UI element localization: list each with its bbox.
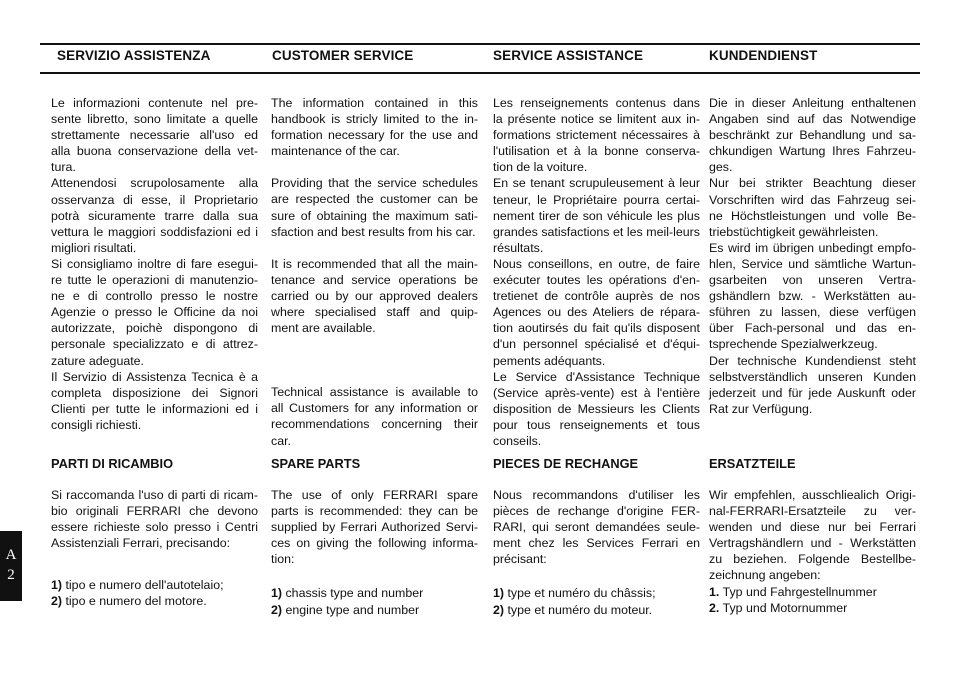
list-item: 1. Typ und Fahrgestellnummer	[709, 584, 877, 599]
list-item: 1) chassis type and number	[271, 586, 424, 601]
header-fr: SERVICE ASSISTANCE	[493, 48, 644, 63]
header-en: CUSTOMER SERVICE	[272, 48, 414, 63]
parts-column-fr	[493, 487, 700, 618]
paragraph: The use of only FERRARI spare parts is recommended: they can be supplied by Ferrari Authorized Servi-ces on giving the following informa-tion:	[271, 488, 478, 567]
parts-column-it	[51, 487, 258, 610]
paragraph: Les renseignements contenus dans la présente notice se limitent aux in-formations strictement nécessaires à l'utilisation et à la bonne conserva-tion de la voiture.	[493, 96, 700, 175]
parts-list	[709, 584, 916, 616]
paragraph: Il Servizio di Assistenza Tecnica è a completa disposizione dei Signori Clienti per tutte le informazioni ed i consigli richiesti.	[51, 369, 258, 432]
list-item: 2) type et numéro du moteur.	[493, 602, 653, 617]
list-item: 2. Typ und Motornummer	[709, 600, 848, 615]
parts-heading-it: PARTI DI RICAMBIO	[51, 456, 174, 471]
paragraph: Wir empfehlen, ausschliealich Origi-nal-FERRARI-Ersatzteile zu ver-wenden und diese nur bei Ferrari Vertragshändlern und - Werkstätten zu beziehen. Folgende Bestellbe-zeichnung angeben:	[709, 488, 916, 583]
parts-column-de	[709, 487, 916, 616]
paragraph: Nous conseillons, en outre, de faire exécuter toutes les opérations d'en-tretienet de contrôle auprès de nos Agences ou des Ateliers de répara-tion aoutirsés du fait qu'ils disposent d'un personnel spécialisé et d'équi-pements adéquants.	[493, 256, 700, 368]
paragraph: Es wird im übrigen unbedingt empfo-hlen, Service und sämtliche Wartun-gsarbeiten von unseren Vertra-gshändlern bzw. - Werkstätten au-sführen zu lassen, diese verfügen über Fach-personal und das en-tsprechende Spezialwerkzeug.	[709, 240, 916, 352]
service-column-de	[709, 95, 916, 417]
top-rule	[40, 43, 920, 45]
list-item: 1) type et numéro du châssis;	[493, 586, 656, 601]
paragraph: Technical assistance is available to all Customers for any information or recommendations concerning their car.	[271, 385, 478, 448]
parts-column-en	[271, 487, 478, 618]
section-tab-number: 2	[7, 567, 15, 583]
paragraph: En se tenant scrupuleusement à leur teneur, le Propriétaire pourra certai-nement tirer de son véhicule les plus grandes satisfactions et les meil-leurs résultats.	[493, 176, 700, 255]
paragraph: Providing that the service schedules are respected the customer can be sure of obtaining the maximum sati-sfaction and best results from his car.	[271, 176, 478, 239]
paragraph: Le Service d'Assistance Technique (Service après-vente) est à l'entière disposition de Messieurs les Clients pour tous renseignements et tous conseils.	[493, 369, 700, 448]
paragraph: The information contained in this handbook is stricly limited to the in-formation necessary for the use and maintenance of the car.	[271, 96, 478, 159]
parts-list	[493, 585, 700, 617]
section-tab-letter: A	[5, 547, 17, 563]
paragraph: Le informazioni contenute nel pre-sente libretto, sono limitate a quelle strettamente necessarie all'uso ed alla buona conservazione della vet-tura.	[51, 96, 258, 175]
paragraph: It is recommended that all the main-tenance and service operations be carried ou by our approved dealers where specialised staff and quip-ment are available.	[271, 256, 478, 336]
service-column-fr	[493, 95, 700, 449]
list-item: 1) tipo e numero dell'autotelaio;	[51, 578, 224, 593]
parts-heading-en: SPARE PARTS	[271, 456, 361, 471]
header-it: SERVIZIO ASSISTENZA	[57, 48, 211, 63]
paragraph: Si raccomanda l'uso di parti di ricam-bio originali FERRARI che devono essere richieste solo presso i Centri Assistenziali Ferrari, precisando:	[51, 488, 258, 551]
service-column-en	[271, 95, 478, 449]
parts-heading-de: ERSATZTEILE	[709, 456, 796, 471]
parts-list	[271, 585, 478, 617]
paragraph: Nur bei strikter Beachtung dieser Vorschriften wird das Fahrzeug sei-ne Höchstleistungen und volle Be-triebstüchtigkeit gewährleisten.	[709, 176, 916, 239]
list-item: 2) tipo e numero del motore.	[51, 594, 207, 609]
paragraph: Nous recommandons d'utiliser les pièces de rechange d'origine FER-RARI, qui seront demandées seule-ment chez les Services Ferrari en précisant:	[493, 488, 700, 567]
section-tab	[0, 531, 22, 601]
service-column-it	[51, 95, 258, 433]
paragraph: Die in dieser Anleitung enthaltenen Angaben sind auf das Notwendige beschränkt zur Behandlung und sa-chkundigen Wartung Ihres Fahrzeu-ges.	[709, 96, 916, 175]
header-rule	[40, 72, 920, 74]
parts-heading-fr: PIECES DE RECHANGE	[493, 456, 639, 471]
parts-list	[51, 577, 258, 609]
list-item: 2) engine type and number	[271, 602, 420, 617]
header-de: KUNDENDIENST	[709, 48, 818, 63]
paragraph: Attenendosi scrupolosamente alla osservanza di esse, il Proprietario potrà sicuramente trarre dalla sua vettura le maggiori soddisfazioni ed i migliori risultati.	[51, 176, 258, 255]
paragraph: Der technische Kundendienst steht selbstverständlich unseren Kunden jederzeit und für jede Auskunft oder Rat zur Verfügung.	[709, 353, 916, 416]
paragraph: Si consigliamo inoltre di fare esegui-re tutte le operazioni di manutenzio-ne e di controllo presso le nostre Agenzie o presso le Officine da noi autorizzate, poichè dispongono di personale specializzato e di attrez-zature adeguate.	[51, 256, 258, 368]
